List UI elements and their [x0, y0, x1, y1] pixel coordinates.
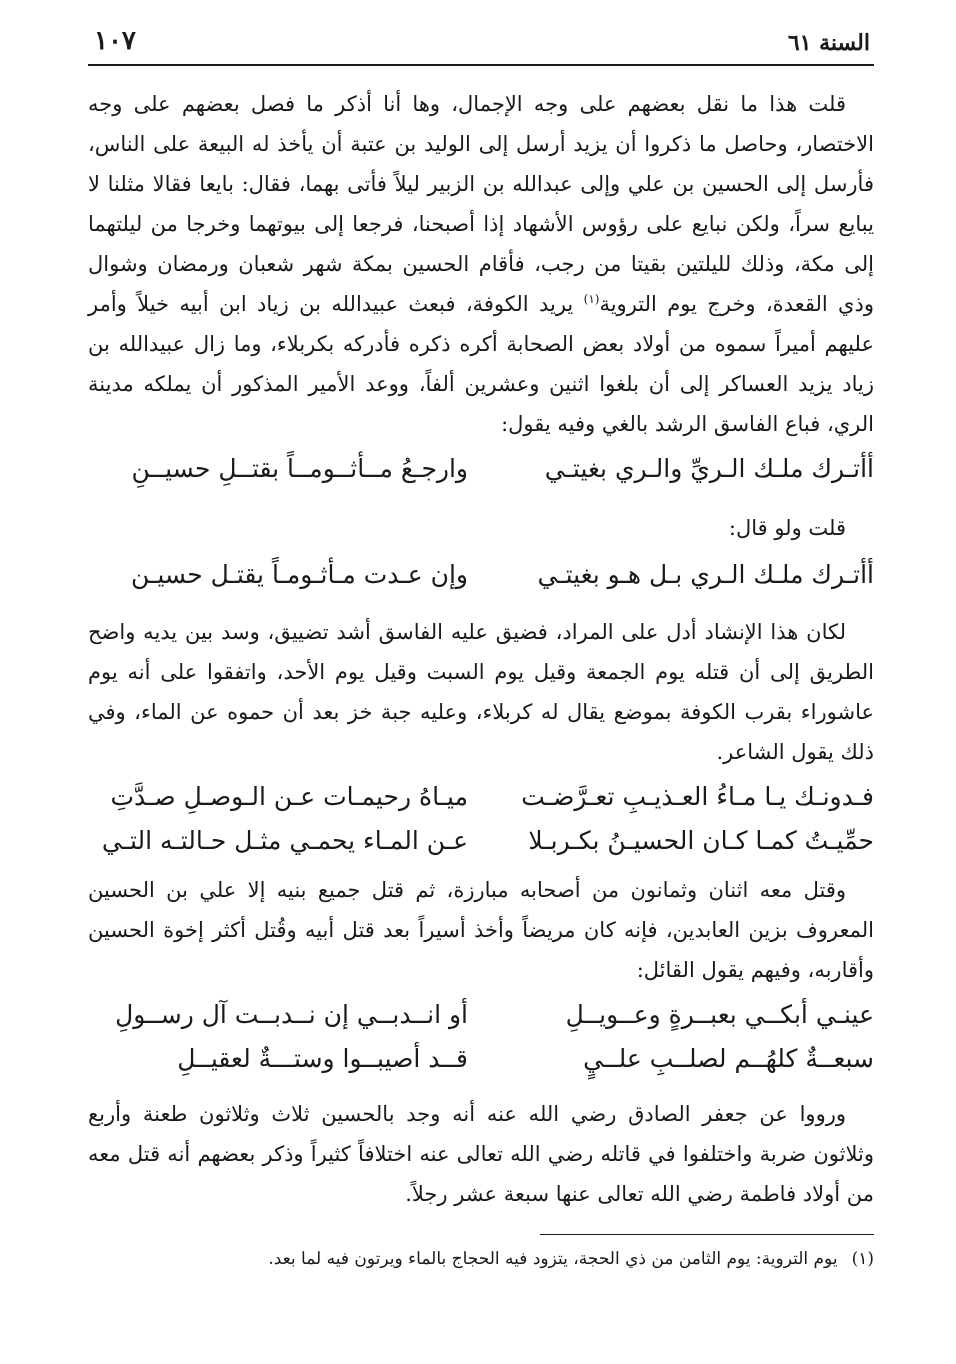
verse-second-hemistich: قــد أصيبــوا وستـــةٌ لعقيــلِ — [177, 1044, 468, 1073]
paragraph-4 — [88, 870, 874, 990]
verse-first-hemistich: حمِّيـتُ كمـا كـان الحسيـنُ بكـربـلا — [528, 826, 874, 855]
verse-first-hemistich: أأتـرك ملـك الـري بـل هـو بغيتـي — [537, 560, 874, 589]
paragraph-4-text: وقتل معه اثنان وثمانون من أصحابه مبارزة، ثم قتل جميع بنيه إلا علي بن الحسين المعروف بزين العابدين، فإنه كان مريضاً وأخذ أسيراً بعد قتل أبيه وقُتل أكثر إخوة الحسين وأقاربه، وفيهم يقول القائل: — [88, 878, 874, 982]
page-number: ١٠٧ — [94, 26, 136, 56]
footnote-divider — [540, 1234, 874, 1235]
footnote-marker: (١) — [851, 1249, 874, 1269]
verse-second-hemistich: ميـاهُ رحيمـات عـن الـوصـلِ صـدَّتِ — [110, 782, 468, 811]
section-title: السنة ٦١ — [787, 30, 870, 56]
paragraph-1-text-a: قلت هذا ما نقل بعضهم على وجه الإجمال، وها أنا أذكر ما فصل بعضهم على وجه الاختصار، وحاصل ما ذكروا أن يزيد أرسل إلى الوليد بن عتبة أن يأخذ له البيعة على الناس، فأرسل إلى الحسين بن علي وإلى عبدالله بن الزبير ليلاً فأتى بهما، فقال: بايعا فقالا مثلنا لا يبايع سراً، ولكن نبايع على رؤوس الأشهاد إذا أصبحنا، فرجعا إلى بيوتهما وخرجا من ليلتهما إلى مكة، وذلك لليلتين بقيتا من رجب، فأقام الحسين بمكة شهر شعبان ورمضان وشوال وذي القعدة، وخرج يوم التروية — [88, 92, 874, 316]
verse-block-2 — [88, 560, 874, 604]
verse-line — [88, 1000, 874, 1044]
footnote — [150, 1244, 874, 1274]
footnote-reference: (١) — [583, 292, 600, 306]
page-header — [88, 24, 874, 66]
verse-first-hemistich: فـدونـك يـا مـاءُ العـذيـبِ تعـرَّضـت — [521, 782, 874, 811]
verse-block-4 — [88, 1000, 874, 1088]
paragraph-2-text: قلت ولو قال: — [728, 516, 846, 540]
paragraph-2 — [88, 508, 874, 548]
verse-first-hemistich: عينـي أبكــي بعبــرةٍ وعــويــلِ — [565, 1000, 874, 1029]
verse-second-hemistich: وإن عـدت مـأثـومـاً يقتـل حسيـن — [131, 560, 468, 589]
verse-second-hemistich: وارجـعُ مــأثــومــاً بقتــلِ حسيــنِ — [131, 454, 468, 483]
verse-second-hemistich: عـن المـاء يحمـي مثـل حـالتـه التـي — [101, 826, 468, 855]
verse-block-3 — [88, 782, 874, 870]
verse-first-hemistich: أأتـرك ملـك الـريِّ والـري بغيتـي — [544, 454, 874, 483]
paragraph-3-text: لكان هذا الإنشاد أدل على المراد، فضيق عليه الفاسق أشد تضييق، وسد بين يديه واضح الطريق إلى أن قتله يوم الجمعة وقيل يوم السبت وقيل يوم الأحد، واتفقوا على أنه يوم عاشوراء بقرب الكوفة بموضع يقال له كربلاء، وعليه جبة خز بعد أن حموه عن الماء، وفي ذلك يقول الشاعر. — [88, 620, 874, 764]
verse-line — [88, 1044, 874, 1088]
verse-line — [88, 826, 874, 870]
paragraph-5-text: ورووا عن جعفر الصادق رضي الله عنه أنه وجد بالحسين ثلاث وثلاثون طعنة وأربع وثلاثون ضربة واختلفوا في قاتله رضي الله تعالى عنه اختلافاً كثيراً وذكر بعضهم أنه قتل معه من أولاد فاطمة رضي الله تعالى عنها سبعة عشر رجلاً. — [88, 1102, 874, 1206]
footnote-text: يوم التروية: يوم الثامن من ذي الحجة، يتزود فيه الحجاج بالماء ويرتون فيه لما بعد. — [268, 1249, 838, 1269]
paragraph-3 — [88, 612, 874, 772]
verse-line — [88, 782, 874, 826]
verse-line — [88, 560, 874, 604]
paragraph-1-text-b: يريد الكوفة، فبعث عبيدالله بن زياد ابن أبيه خيلاً وأمر عليهم أميراً سموه من أولاد بعض الصحابة أكره ذكره فأدركه بكربلاء، وما زال عبيدالله بن زياد يزيد العساكر إلى أن بلغوا اثنين وعشرين ألفاً، ووعد الأمير المذكور أن يملكه مدينة الري، فباع الفاسق الرشد بالغي وفيه يقول: — [88, 292, 874, 436]
verse-line — [88, 454, 874, 498]
verse-first-hemistich: سبعــةٌ كلهُــم لصلــبِ علــيٍ — [583, 1044, 874, 1073]
paragraph-1 — [88, 84, 874, 444]
verse-block-1 — [88, 454, 874, 498]
verse-second-hemistich: أو انــدبــي إن نــدبــت آل رســولِ — [115, 1000, 468, 1029]
paragraph-5 — [88, 1094, 874, 1214]
